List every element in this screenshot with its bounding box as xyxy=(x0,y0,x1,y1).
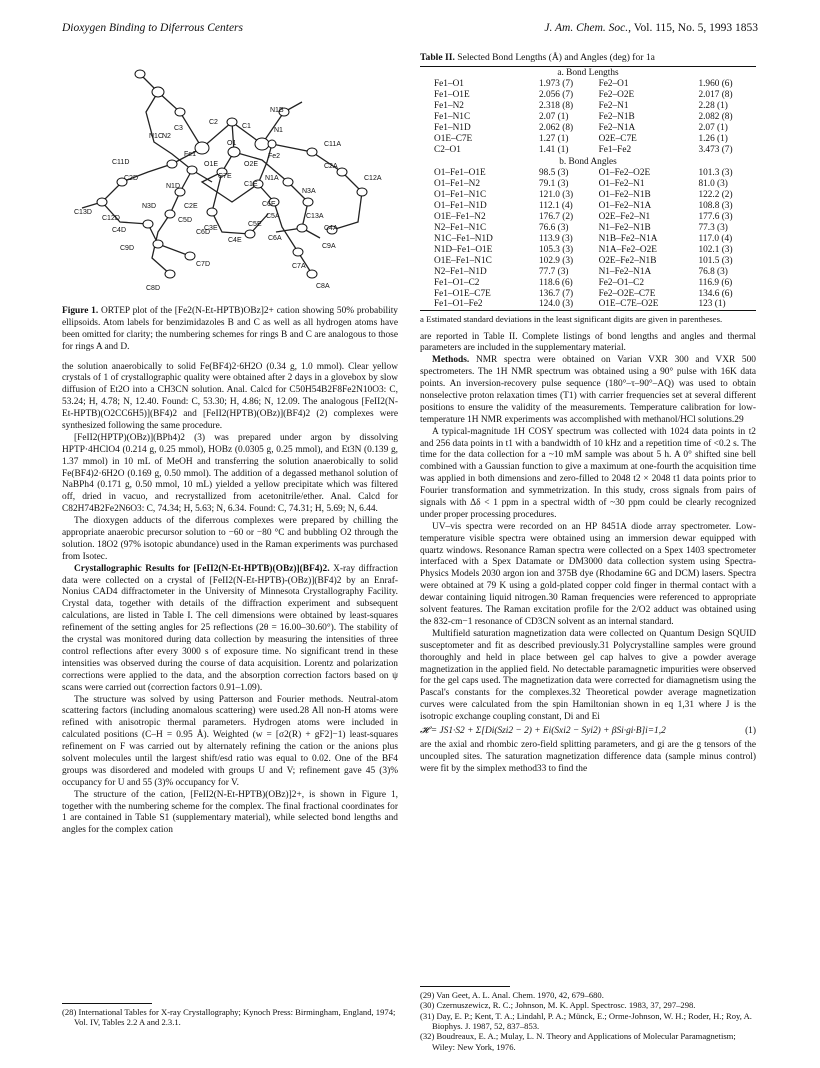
table-row xyxy=(420,123,756,134)
atom-label: Fe2 xyxy=(268,153,281,160)
bond-value: 112.1 (4) xyxy=(539,200,573,211)
atom-label: C6A xyxy=(268,235,282,242)
bond-value: 2.07 (1) xyxy=(698,122,728,133)
atom-label: O1E xyxy=(204,161,219,168)
bond-table xyxy=(420,67,756,310)
bond-label: O1–Fe1–O1E xyxy=(434,167,486,178)
atom-label: N3A xyxy=(302,188,316,195)
references xyxy=(420,986,756,1052)
atom-label: O1 xyxy=(227,140,237,147)
atom-label: C13D xyxy=(74,209,92,216)
table-title: Table II. Selected Bond Lengths (Å) and Angles (deg) for 1a xyxy=(420,52,655,63)
atom-label: N1C xyxy=(149,133,164,140)
bond-value: 108.8 (3) xyxy=(698,200,733,211)
atom-label: C6D xyxy=(196,229,211,236)
table-row xyxy=(420,278,756,289)
bond-label: O1–Fe2–N1B xyxy=(598,189,651,200)
bond-label: Fe2–O1 xyxy=(598,79,629,90)
bond-value: 101.3 (3) xyxy=(698,167,733,178)
bond-label: N1A–Fe2–O2E xyxy=(598,244,657,255)
bond-value: 101.5 (3) xyxy=(698,255,733,266)
atom-label: C11D xyxy=(112,159,130,166)
paragraph: UV–vis spectra were recorded on an HP 8451A diode array spectrometer. Low-temperature visible spectra were obtained using an immersion dewar equipped with quartz windows. Resonance Raman spectra were collected on a Spex 1403 spectrometer interfaced with a Spex Datamate or DM3000 data collection system using Spectra-Physics Models 2030 argon ion and 375B dye (Rhodamine 6G and DCM) lasers. Spectra were obtained at 79 K using a gold-plated copper cold finger in thermal contact with a dewar containing liquid nitrogen.30 Raman frequencies were referenced to appropriate solvent features. The Raman excitation profile for the 2/O2 adduct was obtained using the 832-cm−1 resonance of CD3CN solvent as an internal standard. xyxy=(420,521,756,627)
table-row xyxy=(420,234,756,245)
bond-label: Fe1–Fe2 xyxy=(598,144,632,155)
bond-label: O1–Fe2–N1A xyxy=(598,200,652,211)
atom-label: C2E xyxy=(184,203,198,210)
figure-caption: Figure 1. ORTEP plot of the [Fe2(N-Et-HPTB)OBz]2+ cation showing 50% probability ellipsoids. Atom labels for benzimidazoles B and C as well as all hydrogen atoms have been omitted for clarity; the numbering schemes for rings B and C are analogous to those for rings A and D. xyxy=(62,306,398,352)
paragraph: [FeII2(HPTP)(OBz)](BPh4)2 (3) was prepared under argon by dissolving HPTP·4HClO4 (0.214 g, 0.25 mmol), HOBz (0.0305 g, 0.25 mmol), and Et3N (0.139 g, 1.37 mmol) in 10 mL of MeOH and transferring the solution anaerobically to solid Fe(BF4)2·6H2O (0.169 g, 0.50 mmol). The addition of a degassed methanol solution of NaBPh4 (0.171 g, 0.50 mmol, 10 mL) yielded a yellow precipitate which was filtered off, dried in vacuo, and recrystallized from acetonitrile/ether. Anal. Calcd for C82H74B2Fe2N6O3: C, 74.34; H, 5.63; N, 6.34. Found: C, 74.31; H, 5.69; N, 6.44. xyxy=(62,432,398,515)
table-row xyxy=(420,168,756,179)
bond-label: O1E–C7E xyxy=(434,133,473,144)
atom-label: N3D xyxy=(142,203,157,210)
table-section-heading: a. Bond Lengths xyxy=(557,68,619,79)
table-row xyxy=(420,299,756,310)
bond-label: Fe1–N2 xyxy=(434,101,464,112)
bond-value: 2.07 (1) xyxy=(539,112,569,122)
reference: (31) Day, E. P.; Kent, T. A.; Lindahl, P. A.; Münck, E.; Orme-Johnson, W. H.; Roder, H.; Roy, A. Biophys. J. 1987, 52, 837–853. xyxy=(420,1010,752,1031)
bond-label: Fe1–N1D xyxy=(434,122,471,133)
table-row xyxy=(420,134,756,145)
bond-value: 77.3 (3) xyxy=(698,222,728,233)
bond-value: 2.082 (8) xyxy=(698,112,733,122)
bond-label: C2–O1 xyxy=(434,144,461,155)
table-row xyxy=(420,289,756,300)
bond-label: O2E–C7E xyxy=(598,133,637,144)
bond-value: 98.5 (3) xyxy=(539,167,569,178)
table-row xyxy=(420,145,756,156)
bond-value: 176.7 (2) xyxy=(539,211,574,222)
bond-label: N1D–Fe1–O1E xyxy=(434,244,493,255)
bond-value: 1.973 (7) xyxy=(539,79,574,90)
right-column xyxy=(420,52,756,776)
table-row xyxy=(420,223,756,234)
atom-label: Fe1 xyxy=(184,151,197,158)
section-heading: Crystallographic Results for [FeII2(N-Et-HPTB)(OBz)](BF4)2. xyxy=(74,563,330,574)
bond-value: 81.0 (3) xyxy=(698,178,728,189)
bond-label: N2–Fe1–N1D xyxy=(434,266,487,277)
table-row xyxy=(420,112,756,123)
bond-label: Fe2–N1A xyxy=(598,122,636,133)
atom-label: N1A xyxy=(265,175,279,182)
atom-label: C12D xyxy=(102,215,120,222)
table-row xyxy=(420,101,756,112)
atom-label: C2 xyxy=(209,119,218,126)
atom-label: N1B xyxy=(270,107,284,114)
bond-label: Fe1–O1E xyxy=(434,90,470,101)
atom-label: C8A xyxy=(316,283,330,290)
paragraph: A typical-magnitude 1H COSY spectrum was collected with 1024 data points in t2 and 256 data points in t1 with a bandwidth of 10 kHz and a repetition time of <0.2 s. The time for the data collection for a ~10 mM sample was about 5 h. A 0° shifted sine bell combined with a Gaussian function to give a maximum at one-fourth the acquisition time was applied in both dimensions and zero-filled to 2048 t2 × 2048 t1 data points prior to Fourier transformation and symmetrization. In this study, cross signals from pairs of signals with Δδ < 1 ppm in a spectral width of ~30 ppm could be clearly recognized under proper processing procedures. xyxy=(420,426,756,520)
atom-label: C7A xyxy=(292,263,306,270)
atom-label: C3 xyxy=(174,125,183,132)
atom-label: C4A xyxy=(324,225,338,232)
bond-label: O1–Fe1–N1C xyxy=(434,189,487,200)
table-row xyxy=(420,267,756,278)
atom-label: C4E xyxy=(228,237,242,244)
ortep-drawing xyxy=(62,52,398,302)
bond-label: N1–Fe2–N1A xyxy=(598,266,652,277)
atom-label: N2 xyxy=(162,133,171,140)
footnote-block xyxy=(62,1003,398,1028)
bond-label: O2E–Fe2–N1 xyxy=(598,211,651,222)
table-rule xyxy=(420,310,756,311)
table-row xyxy=(420,79,756,90)
paragraph: Methods. NMR spectra were obtained on Varian VXR 300 and VXR 500 spectrometers. The 1H NMR spectrum was obtained using a 90° pulse with 16K data points. An inversion-recovery pulse sequence (180°–τ–90°–AQ) was used to obtain nonselective proton relaxation times (T1) with carrier frequencies set at several different positions to ensure the validity of the measurements. Temperature calibration for low-temperature 1H NMR experiments was accomplished with methanol/HCl solutions.29 xyxy=(420,355,756,425)
paragraph: Multifield saturation magnetization data were collected on Quantum Design SQUID susceptometer and fit as described previously.31 Polycrystalline samples were ground thoroughly and held in place between gel cap halves to give a powder average magnetization in the applied field. No detectable paramagnetic impurities were observed for the gel caps used. The magnetization data were corrected for diamagnetism using the Pascal's constants for the complexes.32 Theoretical powder average magnetization curves were calculated from the spin Hamiltonian shown in eq 1,31 where J is the isotropic exchange coupling constant, Di and Ei xyxy=(420,628,756,723)
bond-value: 77.7 (3) xyxy=(539,266,569,277)
table-row xyxy=(420,179,756,190)
atom-label: C5A xyxy=(266,213,280,220)
bond-value: 3.473 (7) xyxy=(698,144,733,155)
atom-label: C7D xyxy=(196,261,211,268)
journal-citation: J. Am. Chem. Soc., Vol. 115, No. 5, 1993 1853 xyxy=(544,22,758,34)
bond-value: 121.0 (3) xyxy=(539,189,574,200)
bond-value: 2.017 (8) xyxy=(698,90,733,101)
atom-label: C7E xyxy=(218,173,232,180)
bond-value: 76.8 (3) xyxy=(698,266,728,277)
ortep-figure xyxy=(62,52,398,302)
bond-label: O1–Fe1–N1D xyxy=(434,200,487,211)
bond-label: O1E–Fe1–N1C xyxy=(434,255,492,266)
bond-value: 76.6 (3) xyxy=(539,222,569,233)
bond-label: N1B–Fe2–N1A xyxy=(598,233,658,244)
bond-label: Fe1–N1C xyxy=(434,112,471,122)
bond-label: Fe2–O1–C2 xyxy=(598,277,645,288)
bond-label: Fe2–N1B xyxy=(598,112,635,122)
table-row xyxy=(420,212,756,223)
bond-label: Fe1–O1E–C7E xyxy=(434,288,491,299)
reference: (29) Van Geet, A. L. Anal. Chem. 1970, 42, 679–680. xyxy=(420,990,604,1000)
paragraph: the solution anaerobically to solid Fe(BF4)2·6H2O (0.34 g, 1.0 mmol). Clear yellow crystals of 1 of crystallographic quality were obtained after 2 days in a glovebox by slow diffusion of Et2O into a CH3CN solution. Anal. Calcd for C50H54B2F8Fe2N10O3: C, 53.24; H, 4.78; N, 12.40. Found: C, 53.30; H, 4.86; N, 12.09. The analogous [FeII2(N-Et-HPTB)(O2CC6H5)](BF4)2 and [FeII2(HPTB)(OBz)](BF4)2 (2) complexes were synthesized following the same procedure. xyxy=(62,361,398,432)
bond-label: O1E–C7E–O2E xyxy=(598,299,659,310)
paragraph: The dioxygen adducts of the diferrous complexes were prepared by chilling the appropriate anaerobic precursor solution to −60 or −80 °C and bubbling O2 through the solution. 18O2 (97% isotopic abundance) used in the Raman experiments was purchased from Isotec. xyxy=(62,516,398,562)
bond-value: 124.0 (3) xyxy=(539,299,574,310)
bond-value: 105.3 (3) xyxy=(539,244,574,255)
atom-label: C13A xyxy=(306,213,324,220)
bond-label: N1C–Fe1–N1D xyxy=(434,233,493,244)
paragraph: Crystallographic Results for [FeII2(N-Et-HPTB)(OBz)](BF4)2. X-ray diffraction data were collected on a crystal of [FeII2(N-Et-HPTB)-(OBz)](BF4)2 by an Enraf-Nonius CAD4 diffractometer in the University of Minnesota Crystallography Facility. Crystal data, together with details of the diffraction experiment and subsequent calculations, are listed in Table I. The cell dimensions were obtained by least-squares refinement of the setting angles for 25 reflections (2θ = 16.00–30.60°). The stability of the crystal was monitored during data collection by measuring the intensities of three control reflections after every 3000 s of exposure time. No significant trend in these intensities was observed during the course of data acquisition. Lorentz and polarization corrections were applied to the data, and the absorption correction factors based on ψ scans were carried out (correction factors 0.91–1.09). xyxy=(62,563,398,693)
bond-label: N2–Fe1–N1C xyxy=(434,222,487,233)
table-row xyxy=(420,201,756,212)
bond-value: 2.318 (8) xyxy=(539,101,574,112)
bond-label: N1–Fe2–N1B xyxy=(598,222,651,233)
equation: 𝓗 = JS1·S2 + Σ[Di(Szi2 − 2) + Ei(Sxi2 − Syi2) + βSi·gi·B]i=1,2 (1) xyxy=(420,725,756,736)
bond-label: Fe1–O1–C2 xyxy=(434,277,480,288)
bond-value: 113.9 (3) xyxy=(539,233,573,244)
bond-value: 1.960 (6) xyxy=(698,79,733,90)
bond-label: Fe2–O2E xyxy=(598,90,635,101)
bond-value: 2.28 (1) xyxy=(698,101,728,112)
table-row xyxy=(420,256,756,267)
bond-value: 118.6 (6) xyxy=(539,277,573,288)
bond-value: 136.7 (7) xyxy=(539,288,574,299)
bond-label: O1–Fe2–N1 xyxy=(598,178,645,189)
paragraph: The structure of the cation, [FeII2(N-Et-HPTB)(OBz)]2+, is shown in Figure 1, together with the numbering scheme for the complex. The final fractional coordinates for 1 are contained in Table S1 (supplementary material), while selected bond lengths and angles for the complex cation xyxy=(62,789,398,836)
left-column xyxy=(62,52,398,837)
table-section-heading: b. Bond Angles xyxy=(559,156,617,167)
atom-label: N1 xyxy=(274,127,283,134)
table-row xyxy=(420,190,756,201)
atom-label: C2A xyxy=(324,163,338,170)
atom-label: C4D xyxy=(112,227,127,234)
bond-label: O1–Fe1–N2 xyxy=(434,178,480,189)
atom-label: C6E xyxy=(262,201,276,208)
bond-value: 2.056 (7) xyxy=(539,90,574,101)
bond-value: 1.26 (1) xyxy=(698,133,728,144)
atom-label: C5D xyxy=(178,217,193,224)
bond-label: Fe2–O2E–C7E xyxy=(598,288,656,299)
atom-label: C2D xyxy=(124,175,139,182)
bond-value: 1.41 (1) xyxy=(539,144,569,155)
atom-label: N1D xyxy=(166,183,181,190)
atom-label: C9A xyxy=(322,243,336,250)
bond-value: 117.0 (4) xyxy=(698,233,733,244)
bond-value: 79.1 (3) xyxy=(539,178,569,189)
reference: (30) Czernuszewicz, R. C.; Johnson, M. K. Appl. Spectrosc. 1983, 37, 297–298. xyxy=(420,1000,696,1011)
bond-value: 2.062 (8) xyxy=(539,122,574,133)
atom-label: C8D xyxy=(146,285,161,292)
bond-value: 134.6 (6) xyxy=(698,288,733,299)
bond-value: 123 (1) xyxy=(698,299,726,310)
atom-label: C9D xyxy=(120,245,135,252)
atom-label: C1E xyxy=(244,181,258,188)
bond-label: O2E–Fe2–N1B xyxy=(598,255,657,266)
table-footnote: a Estimated standard deviations in the least significant digits are given in parentheses. xyxy=(420,314,723,325)
atom-label: C5E xyxy=(248,221,262,228)
table-row xyxy=(420,245,756,256)
bond-label: Fe1–O1–Fe2 xyxy=(434,299,483,310)
bond-value: 1.27 (1) xyxy=(539,133,569,144)
atom-label: C11A xyxy=(324,141,341,148)
bond-value: 116.9 (6) xyxy=(698,277,733,288)
running-title: Dioxygen Binding to Diferrous Centers xyxy=(62,22,243,34)
bond-value: 102.1 (3) xyxy=(698,244,733,255)
bond-label: O1–Fe2–O2E xyxy=(598,167,651,178)
paragraph: are the axial and rhombic zero-field splitting parameters, and gi are the g tensors of the uncoupled sites. The saturation magnetization difference data (sample minus control) were fit by the simplex method33 to find the xyxy=(420,739,756,774)
table-row xyxy=(420,90,756,101)
atom-label: C3E xyxy=(204,225,218,232)
paragraph: The structure was solved by using Patterson and Fourier methods. Neutral-atom scattering factors (including anomalous scattering) were used.28 All non-H atoms were refined with anisotropic thermal parameters. Hydrogen atoms were included in calculated positions (C–H = 0.95 Å). Weighted (w = [σ2(R) + gF2]−1) least-squares refinement on F was carried out by alternately refining the cation or the anions plus solvent molecules until the largest shift/esd ratio was equal to 0.02. One of the BF4 groups was disordered and modeled with groups U and V; refinement gave 45 (3)% occupancy for U and 55 (3)% occupancy for V. xyxy=(62,694,398,788)
bond-value: 177.6 (3) xyxy=(698,211,733,222)
bond-label: Fe1–O1 xyxy=(434,79,464,90)
footnote: (28) International Tables for X-ray Crystallography; Kynoch Press: Birmingham, England, 1974; Vol. IV, Tables 2.2 A and 2.3.1. xyxy=(62,1007,396,1028)
atom-label: C12A xyxy=(364,175,382,182)
paragraph: are reported in Table II. Complete listings of bond lengths and angles and thermal parameters are included in the supplementary material. xyxy=(420,331,756,354)
bond-value: 122.2 (2) xyxy=(698,189,733,200)
bond-label: Fe2–N1 xyxy=(598,101,629,112)
bond-value: 102.9 (3) xyxy=(539,255,574,266)
atom-label: C1 xyxy=(242,123,251,130)
bond-label: O1E–Fe1–N2 xyxy=(434,211,486,222)
reference: (32) Boudreaux, E. A.; Mulay, L. N. Theory and Applications of Molecular Paramagnetism; Wiley: New York, 1976. xyxy=(420,1031,736,1052)
atom-label: O2E xyxy=(244,161,259,168)
section-heading: Methods. xyxy=(432,355,470,366)
